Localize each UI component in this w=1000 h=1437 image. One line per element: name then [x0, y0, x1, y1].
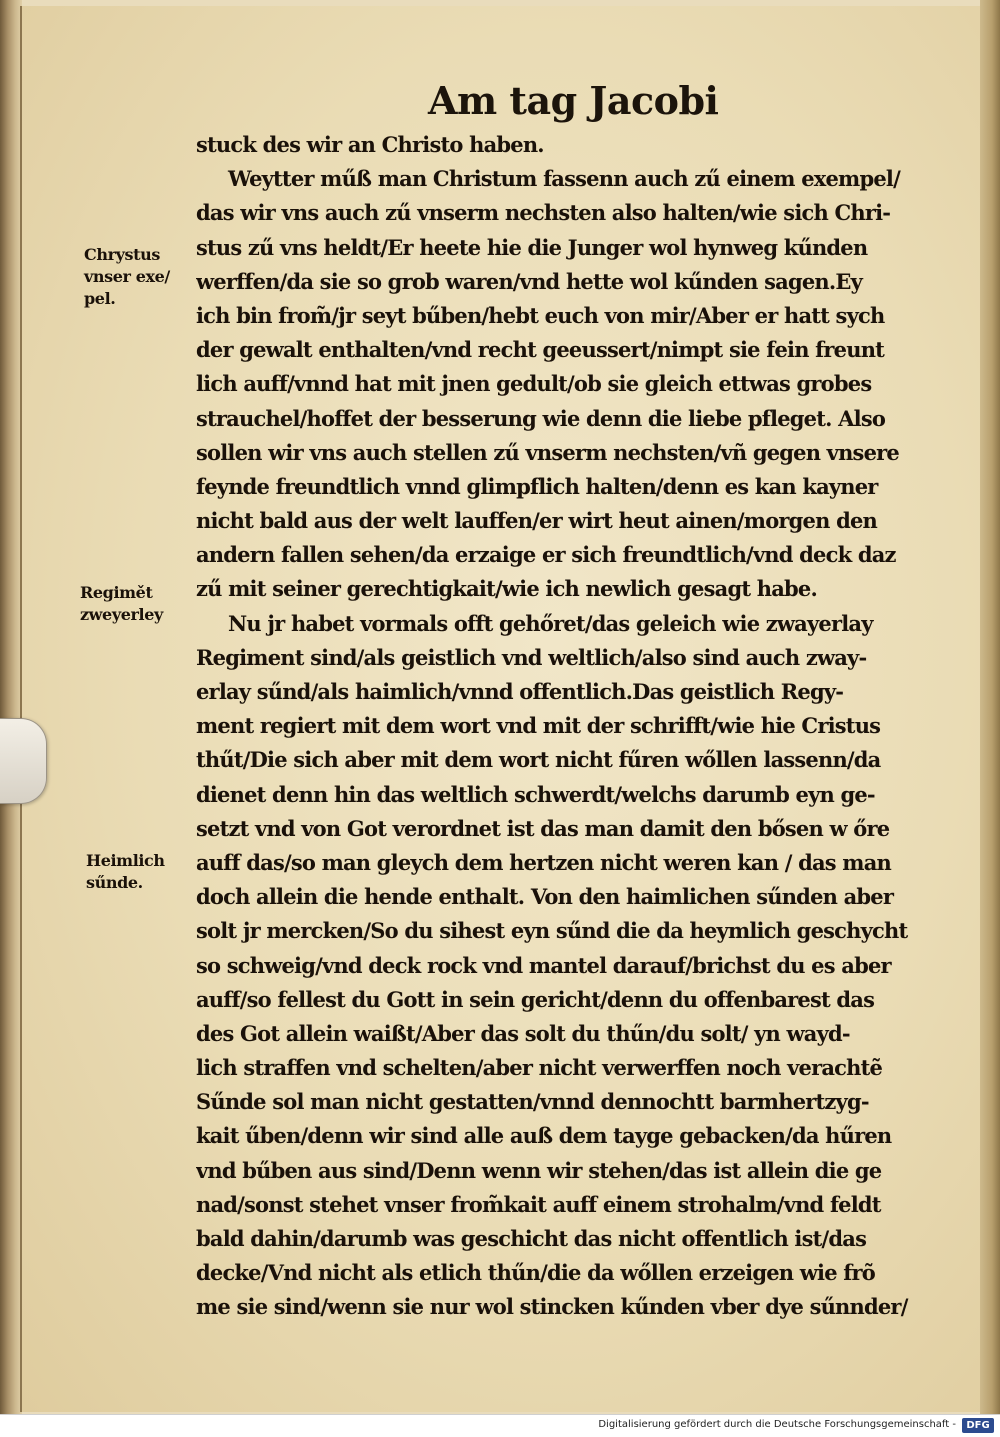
funding-credit: Digitalisierung gefördert durch die Deutsche Forschungsgemeinschaft -: [598, 1419, 956, 1430]
margin-note-regiment: [80, 582, 190, 626]
text-line: stus zű vns heldt/Er heete hie die Junger wol hynweg kűnden: [196, 234, 868, 260]
margin-note-line: sűnde.: [86, 873, 143, 892]
margin-note-christus: [84, 244, 194, 310]
text-line: nicht bald aus der welt lauffen/er wirt heut ainen/morgen den: [196, 508, 878, 534]
text-line: zű mit seiner gerechtigkait/wie ich newlich gesagt habe.: [196, 576, 817, 602]
text-line: thűt/Die sich aber mit dem wort nicht fűren wőllen lassenn/da: [196, 747, 881, 773]
margin-note-line: vnser exe/: [84, 267, 170, 286]
margin-note-line: pel.: [84, 289, 116, 308]
running-head: Am tag Jacobi: [428, 78, 719, 123]
body-text: [196, 128, 966, 1325]
text-line: erlay sűnd/als haimlich/vnnd offentlich.Das geistlich Regy-: [196, 679, 844, 704]
text-line: solt jr mercken/So du sihest eyn sűnd die da heymlich geschycht: [196, 918, 908, 944]
dfg-logo-icon: DFG: [962, 1418, 994, 1433]
text-line: andern fallen sehen/da erzaige er sich freundtlich/vnd deck daz: [196, 542, 896, 568]
text-line: sollen wir vns auch stellen zű vnserm nechsten/vñ gegen vnsere: [196, 439, 899, 465]
text-line: vnd bűben aus sind/Denn wenn wir stehen/das ist allein die ge: [196, 1157, 882, 1183]
footer-bar: [0, 1414, 1000, 1437]
text-line: feynde freundtlich vnnd glimpflich halten/denn es kan kayner: [196, 473, 878, 499]
margin-note-line: Heimlich: [86, 851, 165, 870]
text-line: das wir vns auch zű vnserm nechsten also halten/wie sich Chri-: [196, 200, 891, 226]
text-line: me sie sind/wenn sie nur wol stincken kűnden vber dye sűnnder/: [196, 1294, 908, 1320]
text-line: ment regiert mit dem wort vnd mit der schrifft/wie hie Cristus: [196, 713, 881, 739]
text-line: des Got allein waißt/Aber das solt du thűn/du solt/ yn wayd-: [196, 1020, 850, 1046]
text-line: doch allein die hende enthalt. Von den haimlichen sűnden aber: [196, 884, 894, 910]
page-edge: [980, 0, 1000, 1414]
text-line: Weytter műß man Christum fassenn auch zű einem exempel/: [228, 166, 900, 192]
margin-note-line: Chrystus: [84, 245, 160, 264]
margin-note-line: zweyerley: [80, 605, 163, 624]
text-line: setzt vnd von Got verordnet ist das man damit den bősen w őre: [196, 815, 890, 841]
text-line: bald dahin/darumb was geschicht das nicht offentlich ist/das: [196, 1226, 867, 1251]
text-line: auff das/so man gleych dem hertzen nicht weren kan / das man: [196, 849, 891, 875]
book-gutter: [0, 0, 22, 1414]
page-clip: [0, 718, 47, 804]
text-line: stuck des wir an Christo haben.: [196, 132, 544, 157]
text-line: Regiment sind/als geistlich vnd weltlich/also sind auch zway-: [196, 644, 867, 670]
text-line: lich straffen vnd schelten/aber nicht verwerffen noch verachtẽ: [196, 1055, 883, 1081]
text-line: so schweig/vnd deck rock vnd mantel darauf/brichst du es aber: [196, 952, 891, 978]
text-line: der gewalt enthalten/vnd recht geeussert/nimpt sie fein freunt: [196, 337, 885, 363]
margin-note-heimlich: [86, 850, 196, 894]
text-line: strauchel/hoffet der besserung wie denn die liebe pfleget. Also: [196, 405, 886, 431]
text-line: Nu jr habet vormals offt gehőret/das geleich wie zwayerlay: [228, 610, 873, 636]
text-line: ich bin from̃/jr seyt bűben/hebt euch von mir/Aber er hatt sych: [196, 302, 885, 328]
text-line: auff/so fellest du Gott in sein gericht/denn du offenbarest das: [196, 986, 875, 1012]
text-line: nad/sonst stehet vnser from̃kait auff einem strohalm/vnd feldt: [196, 1191, 881, 1217]
text-line: Sűnde sol man nicht gestatten/vnnd dennochtt barmhertzyg-: [196, 1089, 869, 1115]
margin-note-line: Regimět: [80, 583, 153, 602]
text-line: lich auff/vnnd hat mit jnen gedult/ob sie gleich ettwas grobes: [196, 371, 872, 397]
text-line: dienet denn hin das weltlich schwerdt/welchs darumb eyn ge-: [196, 781, 875, 807]
text-line: decke/Vnd nicht als etlich thűn/die da wőllen erzeigen wie frõ: [196, 1260, 876, 1286]
text-line: kait űben/denn wir sind alle auß dem tayge gebacken/da hűren: [196, 1123, 892, 1149]
text-line: werffen/da sie so grob waren/vnd hette wol kűnden sagen.Ey: [196, 268, 862, 294]
